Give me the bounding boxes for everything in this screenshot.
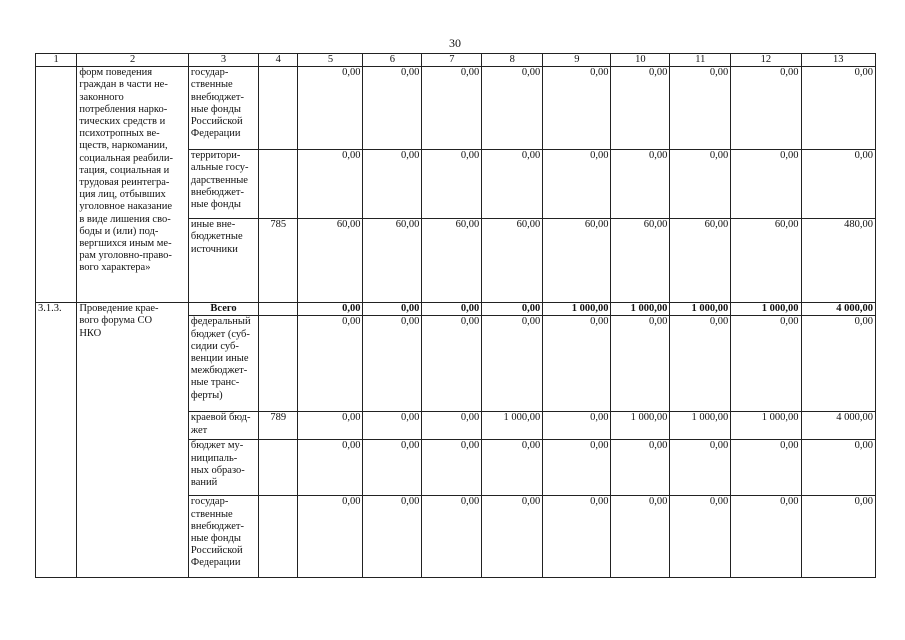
value-cell: 1 000,00 (670, 412, 731, 440)
column-number-row (36, 54, 876, 67)
value-cell: 0,00 (731, 67, 801, 150)
code-cell (259, 316, 298, 412)
column-header: 2 (77, 54, 189, 67)
value-cell: 0,00 (611, 496, 670, 578)
value-cell: 0,00 (543, 412, 611, 440)
column-header: 4 (259, 54, 298, 67)
value-cell: 0,00 (422, 67, 482, 150)
value-cell: 0,00 (363, 412, 422, 440)
value-cell: 0,00 (670, 496, 731, 578)
value-cell: 0,00 (543, 496, 611, 578)
value-cell: 0,00 (543, 67, 611, 150)
funding-source-cell: иные вне- бюджетные источники (188, 219, 258, 303)
value-cell: 60,00 (298, 219, 363, 303)
code-cell (259, 150, 298, 219)
value-cell: 0,00 (543, 150, 611, 219)
value-cell: 60,00 (731, 219, 801, 303)
item-description-cell: форм поведения граждан в части не- законного потребления нарко- тических средств и психотропных ве- ществ, наркомании, социальная реабили- тация, социальная и трудовая реинтегра- ция лиц, отбывших уголовное наказание в виде лишения сво- боды и (или) под- вергшихся иным ме- рам уголовно-право- вого характера» (77, 67, 189, 303)
value-cell: 1 000,00 (731, 303, 801, 316)
budget-table (35, 53, 876, 578)
value-cell: 0,00 (482, 496, 543, 578)
value-cell: 1 000,00 (670, 303, 731, 316)
value-cell: 0,00 (482, 67, 543, 150)
column-header: 3 (188, 54, 258, 67)
value-cell: 0,00 (298, 316, 363, 412)
value-cell: 0,00 (363, 316, 422, 412)
table-row (36, 67, 876, 150)
value-cell: 0,00 (363, 150, 422, 219)
item-number-cell (36, 67, 77, 303)
value-cell: 60,00 (482, 219, 543, 303)
value-cell: 60,00 (670, 219, 731, 303)
value-cell: 0,00 (422, 150, 482, 219)
value-cell: 0,00 (543, 316, 611, 412)
code-cell: 789 (259, 412, 298, 440)
value-cell: 0,00 (801, 440, 875, 496)
item-number-cell: 3.1.3. (36, 303, 77, 578)
table-row-total (36, 303, 876, 316)
funding-source-cell: бюджет му- ниципаль- ных образо- ваний (188, 440, 258, 496)
value-cell: 1 000,00 (731, 412, 801, 440)
value-cell: 0,00 (298, 412, 363, 440)
value-cell: 0,00 (363, 496, 422, 578)
funding-source-cell: государ- ственные внебюджет- ные фонды Российской Федерации (188, 67, 258, 150)
code-cell (259, 440, 298, 496)
code-cell (259, 67, 298, 150)
value-cell: 0,00 (298, 150, 363, 219)
value-cell: 480,00 (801, 219, 875, 303)
column-header: 6 (363, 54, 422, 67)
page-number: 30 (449, 36, 461, 50)
value-cell: 0,00 (611, 440, 670, 496)
value-cell: 60,00 (363, 219, 422, 303)
value-cell: 0,00 (543, 440, 611, 496)
value-cell: 0,00 (482, 316, 543, 412)
value-cell: 0,00 (422, 303, 482, 316)
value-cell: 0,00 (801, 67, 875, 150)
value-cell: 60,00 (611, 219, 670, 303)
value-cell: 0,00 (801, 316, 875, 412)
value-cell: 0,00 (670, 316, 731, 412)
funding-source-cell: краевой бюд- жет (188, 412, 258, 440)
code-cell (259, 496, 298, 578)
value-cell: 0,00 (670, 440, 731, 496)
value-cell: 0,00 (731, 440, 801, 496)
code-cell: 785 (259, 219, 298, 303)
value-cell: 1 000,00 (543, 303, 611, 316)
value-cell: 0,00 (670, 67, 731, 150)
code-cell (259, 303, 298, 316)
value-cell: 4 000,00 (801, 412, 875, 440)
value-cell: 0,00 (731, 150, 801, 219)
funding-source-cell: федеральный бюджет (суб- сидии суб- венции иные межбюджет- ные транс- ферты) (188, 316, 258, 412)
value-cell: 0,00 (422, 316, 482, 412)
value-cell: 1 000,00 (611, 303, 670, 316)
value-cell: 0,00 (298, 67, 363, 150)
value-cell: 0,00 (298, 496, 363, 578)
value-cell: 0,00 (670, 150, 731, 219)
value-cell: 0,00 (298, 303, 363, 316)
value-cell: 0,00 (801, 496, 875, 578)
value-cell: 0,00 (422, 412, 482, 440)
column-header: 8 (482, 54, 543, 67)
value-cell: 0,00 (611, 150, 670, 219)
value-cell: 1 000,00 (611, 412, 670, 440)
value-cell: 4 000,00 (801, 303, 875, 316)
funding-source-cell: Всего (188, 303, 258, 316)
value-cell: 0,00 (801, 150, 875, 219)
value-cell: 0,00 (731, 316, 801, 412)
value-cell: 0,00 (482, 150, 543, 219)
value-cell: 0,00 (482, 440, 543, 496)
value-cell: 0,00 (363, 440, 422, 496)
value-cell: 0,00 (422, 440, 482, 496)
value-cell: 0,00 (363, 67, 422, 150)
column-header: 11 (670, 54, 731, 67)
column-header: 1 (36, 54, 77, 67)
value-cell: 0,00 (363, 303, 422, 316)
column-header: 13 (801, 54, 875, 67)
column-header: 10 (611, 54, 670, 67)
funding-source-cell: территори- альные госу- дарственные внебюджет- ные фонды (188, 150, 258, 219)
column-header: 12 (731, 54, 801, 67)
value-cell: 0,00 (731, 496, 801, 578)
value-cell: 1 000,00 (482, 412, 543, 440)
value-cell: 60,00 (543, 219, 611, 303)
value-cell: 0,00 (482, 303, 543, 316)
value-cell: 0,00 (422, 496, 482, 578)
value-cell: 0,00 (611, 67, 670, 150)
item-description-cell: Проведение крае- вого форума СО НКО (77, 303, 189, 578)
column-header: 9 (543, 54, 611, 67)
value-cell: 0,00 (298, 440, 363, 496)
value-cell: 60,00 (422, 219, 482, 303)
column-header: 5 (298, 54, 363, 67)
value-cell: 0,00 (611, 316, 670, 412)
funding-source-cell: государ- ственные внебюджет- ные фонды Российской Федерации (188, 496, 258, 578)
column-header: 7 (422, 54, 482, 67)
